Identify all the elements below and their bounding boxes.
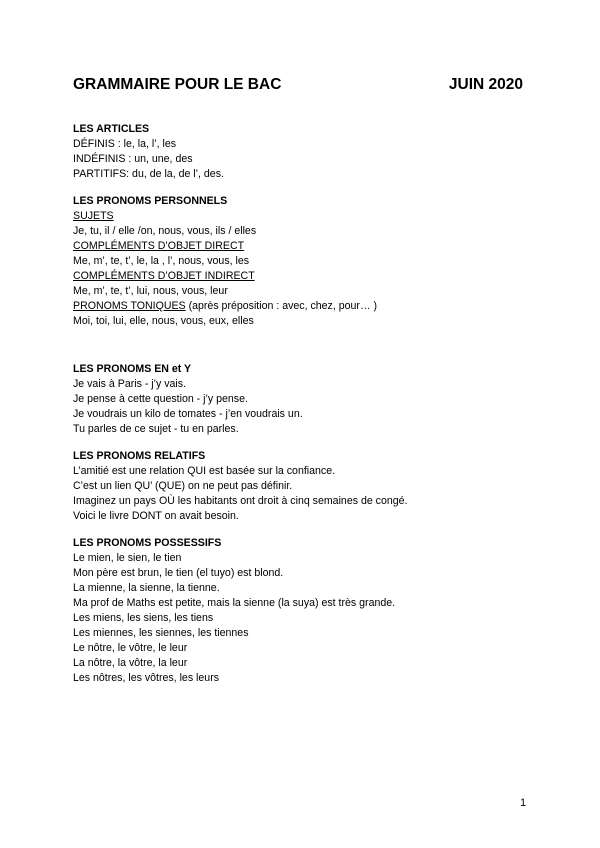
text-line: Me, m’, te, t’, le, la , l’, nous, vous, les (73, 255, 250, 267)
text-line: Les miens, les siens, les tiens (73, 612, 214, 624)
text-line: Tu parles de ce sujet - tu en parles. (73, 423, 239, 435)
subheading-cod: COMPLÉMENTS D’OBJET DIRECT (73, 240, 245, 252)
section-title-pronoms-relatifs: LES PRONOMS RELATIFS (73, 450, 206, 462)
document-date: JUIN 2020 (448, 76, 523, 93)
toniques-note: (après préposition : avec, chez, pour… ) (185, 300, 378, 312)
text-line: La mienne, la sienne, la tienne. (73, 582, 220, 594)
text-line: Je pense à cette question - j’y pense. (73, 393, 248, 405)
document-body (73, 122, 553, 686)
section-title-pronoms-en-y: LES PRONOMS EN et Y (73, 363, 192, 375)
document-title: GRAMMAIRE POUR LE BAC (73, 76, 282, 93)
text-line: L’amitié est une relation QUI est basée sur la confiance. (73, 465, 336, 477)
text-line: Les miennes, les siennes, les tiennes (73, 627, 249, 639)
text-line: Moi, toi, lui, elle, nous, vous, eux, elles (73, 315, 254, 327)
text-line: La nôtre, la vôtre, la leur (73, 657, 188, 669)
document-header (73, 76, 523, 94)
text-line: Voici le livre DONT on avait besoin. (73, 510, 239, 522)
section-pronoms-personnels (73, 194, 553, 329)
subheading-sujets: SUJETS (73, 210, 114, 222)
section-pronoms-possessifs (73, 536, 553, 686)
section-title-articles: LES ARTICLES (73, 123, 150, 135)
text-line: Je, tu, il / elle /on, nous, vous, ils / elles (73, 225, 257, 237)
section-pronoms-relatifs (73, 449, 553, 524)
text-line: Le nôtre, le vôtre, le leur (73, 642, 188, 654)
text-line: Je vais à Paris - j’y vais. (73, 378, 187, 390)
text-line-toniques (73, 299, 553, 314)
subheading-coi: COMPLÉMENTS D’OBJET INDIRECT (73, 270, 255, 282)
text-line: DÉFINIS : le, la, l’, les (73, 138, 177, 150)
text-line: Mon père est brun, le tien (el tuyo) est blond. (73, 567, 284, 579)
text-line: Me, m’, te, t’, lui, nous, vous, leur (73, 285, 228, 297)
section-articles (73, 122, 553, 182)
text-line: Le mien, le sien, le tien (73, 552, 182, 564)
text-line: Ma prof de Maths est petite, mais la sienne (la suya) est très grande. (73, 597, 396, 609)
text-line: PARTITIFS: du, de la, de l’, des. (73, 168, 224, 180)
page-number: 1 (520, 797, 526, 809)
section-title-pronoms-possessifs: LES PRONOMS POSSESSIFS (73, 537, 222, 549)
text-line: INDÉFINIS : un, une, des (73, 153, 193, 165)
text-line: Imaginez un pays OÙ les habitants ont droit à cinq semaines de congé. (73, 495, 408, 507)
section-pronoms-en-y (73, 362, 553, 437)
text-line: C’est un lien QU’ (QUE) on ne peut pas définir. (73, 480, 293, 492)
subheading-pronoms-toniques: PRONOMS TONIQUES (73, 300, 186, 312)
text-line: Je voudrais un kilo de tomates - j’en voudrais un. (73, 408, 303, 420)
text-line: Les nôtres, les vôtres, les leurs (73, 672, 220, 684)
section-title-pronoms-personnels: LES PRONOMS PERSONNELS (73, 195, 228, 207)
